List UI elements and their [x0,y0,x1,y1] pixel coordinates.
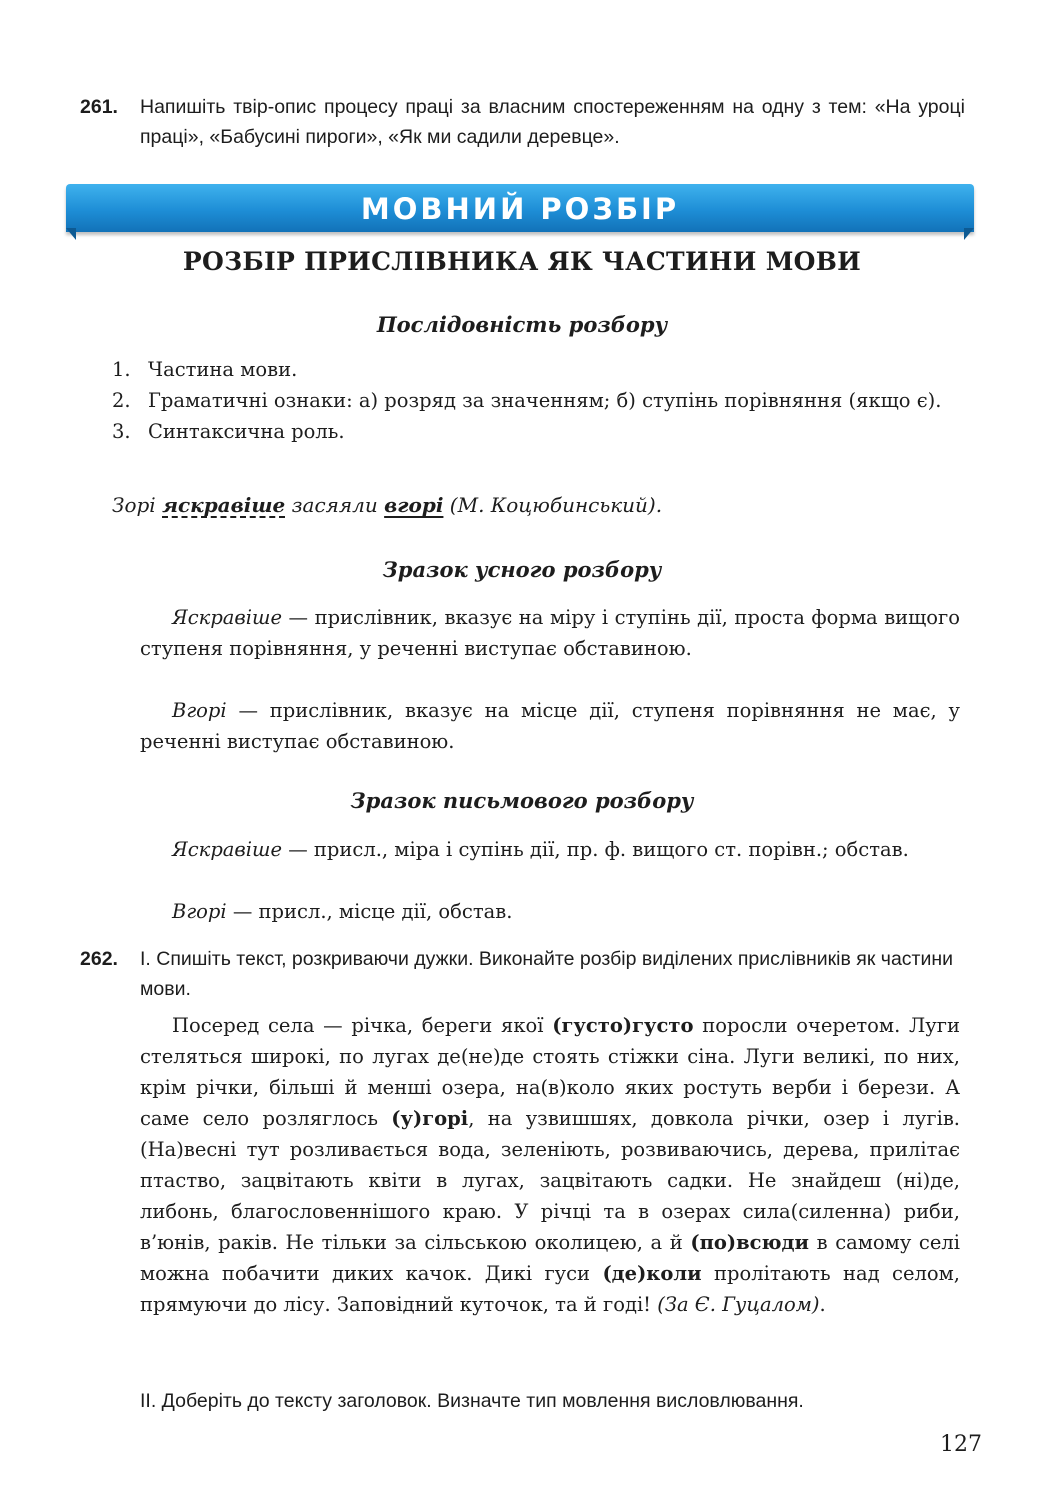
exercise-text: Напишіть твір-опис процесу праці за власним спостереженням на одну з тем: «На уроці праці», «Бабусині пироги», «Як ми садили деревце». [140,96,965,148]
example-sentence [112,493,662,517]
example-adverb-1: яскравіше [162,493,286,517]
oral-analysis-paragraph-1 [140,602,960,664]
steps-list [112,354,972,447]
highlighted-adverb: (де)коли [602,1262,702,1285]
step-text: Граматичні ознаки: а) розряд за значенням; б) ступінь порівняння (якщо є). [148,389,942,412]
list-item [112,416,972,447]
highlighted-adverb: (у)горі [391,1107,469,1130]
exercise-number: 262. [80,948,118,970]
section-banner [66,184,974,240]
exercise-task-1: І. Спишіть текст, розкриваючи дужки. Виконайте розбір виділених прислівників як частини мови. [140,948,954,1000]
text-fragment: Посеред села — річка, береги якої [172,1014,553,1037]
step-number: 3. [112,420,131,443]
example-word: Зорі [112,493,163,517]
list-item [112,354,972,385]
analyzed-word: Вгорі [172,699,227,722]
example-word: засяяли [285,493,385,517]
page-number: 127 [940,1432,982,1457]
text-fragment: пролітають над селом, прямуючи до лісу. Заповідний куточок, та й годі! [140,1262,960,1316]
analysis-text: — прислівник, вказує на місце дії, ступеня порівняння не має, у реченні виступає обставиною. [140,699,960,753]
example-adverb-2: вгорі [384,493,444,517]
exercise-262 [80,944,965,1004]
exercise-262-text [140,1010,960,1320]
text-fragment: , на узвишшях, довкола річки, озер і лугів. (На)весні тут розливається вода, зеленіють, розвиваючись, дерева, прилітає птаство, зацвітають квіти в лугах, зацвітають садки. Не знайдеш (ні)де, либонь, благословеннішого краю. У річці та в озерах сила(силенна) риби, в’юнів, раків. Не тільки за сільською околицею, а й [140,1107,960,1254]
analyzed-word: Яскравіше [172,606,283,629]
list-item [112,385,972,416]
oral-analysis-title: Зразок усного розбору [382,557,662,582]
analysis-text: — присл., міра і супінь дії, пр. ф. вищого ст. порівн.; обстав. [282,838,909,861]
analysis-text: — прислівник, вказує на міру і ступінь дії, проста форма вищого ступеня порівняння, у реченні виступає обставиною. [140,606,960,660]
text-fragment: поросли очеретом. Луги стеляться широкі, по лугах де(не)де стоять стіжки сіна. Луги великі, по них, крім річки, більші й менші озера, на(в)коло яких ростуть верби і берези. А саме село розляглось [140,1014,960,1130]
analysis-text: — присл., місце дії, обстав. [226,900,513,923]
text-fragment: в самому селі можна побачити диких качок. Дикі гуси [140,1231,960,1285]
exercise-task-2: ІІ. Доберіть до тексту заголовок. Визначте тип мовлення висловлювання. [140,1390,804,1412]
written-analysis-title: Зразок письмового розбору [350,788,694,813]
step-number: 2. [112,389,131,412]
step-text: Частина мови. [148,358,298,381]
text-fragment: . [819,1293,826,1316]
analyzed-word: Вгорі [172,900,227,923]
highlighted-adverb: (густо)густо [552,1014,694,1037]
step-text: Синтаксична роль. [148,420,345,443]
example-source: (М. Коцюбинський). [443,493,663,517]
banner-title: МОВНИЙ РОЗБІР [360,192,680,226]
analyzed-word: Яскравіше [172,838,283,861]
text-source: (За Є. Гуцалом) [657,1293,820,1316]
step-number: 1. [112,358,131,381]
highlighted-adverb: (по)всюди [690,1231,809,1254]
written-analysis-paragraph-1 [140,834,960,865]
sequence-title: Послідовність розбору [376,312,668,337]
exercise-number: 261. [80,96,118,118]
exercise-261 [80,92,965,152]
page-heading: РОЗБІР ПРИСЛІВНИКА ЯК ЧАСТИНИ МОВИ [182,247,862,276]
oral-analysis-paragraph-2 [140,695,960,757]
written-analysis-paragraph-2 [140,896,960,927]
